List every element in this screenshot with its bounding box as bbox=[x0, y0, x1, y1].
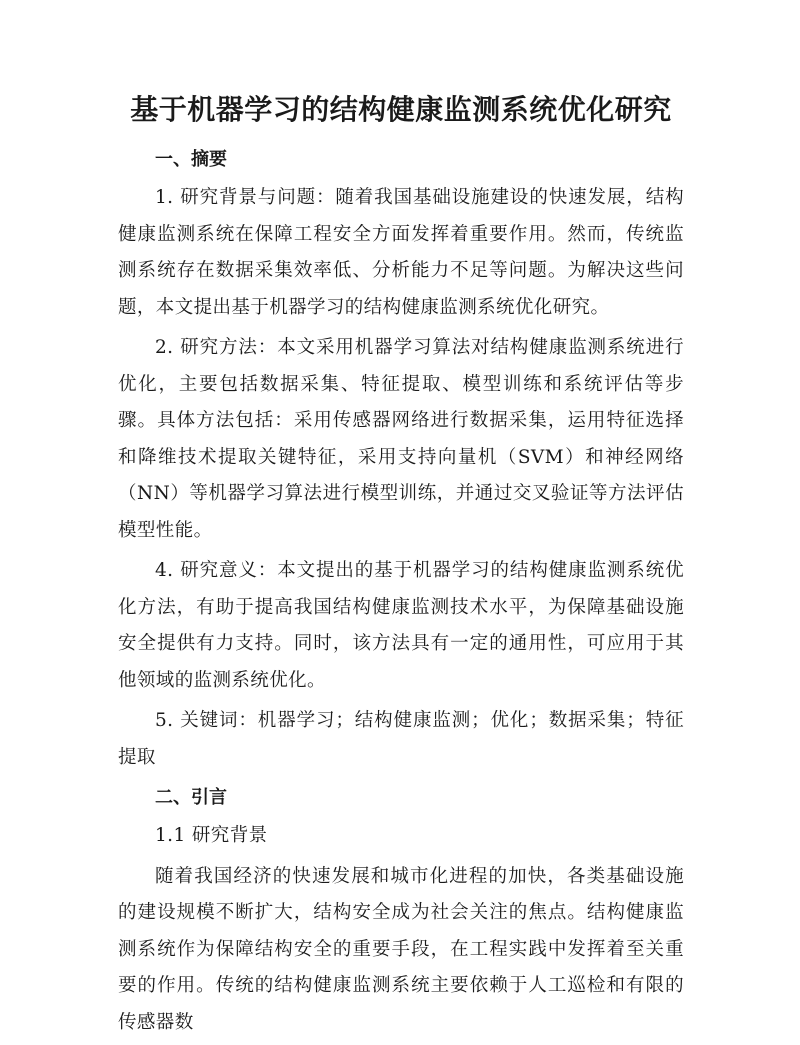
document-title: 基于机器学习的结构健康监测系统优化研究 bbox=[130, 93, 672, 126]
section-heading-abstract: 一、摘要 bbox=[155, 149, 227, 170]
abstract-paragraph-background: 1. 研究背景与问题：随着我国基础设施建设的快速发展，结构健康监测系统在保障工程安全方面发挥着重要作用。然而，传统监测系统存在数据采集效率低、分析能力不足等问题。为解决这些问题，本文提出基于机器学习的结构健康监测系统优化研究。 bbox=[118, 187, 684, 318]
subsection-heading-background: 1.1 研究背景 bbox=[155, 825, 268, 846]
document-page bbox=[118, 88, 684, 1045]
introduction-paragraph: 随着我国经济的快速发展和城市化进程的加快，各类基础设施的建设规模不断扩大，结构安全成为社会关注的焦点。结构健康监测系统作为保障结构安全的重要手段，在工程实践中发挥着至关重要的作用。传统的结构健康监测系统主要依赖于人工巡检和有限的传感器数 bbox=[118, 865, 684, 1033]
abstract-paragraph-keywords: 5. 关键词：机器学习；结构健康监测；优化；数据采集；特征提取 bbox=[118, 710, 684, 768]
section-heading-introduction: 二、引言 bbox=[155, 787, 227, 808]
abstract-paragraph-significance: 4. 研究意义：本文提出的基于机器学习的结构健康监测系统优化方法，有助于提高我国结构健康监测技术水平，为保障基础设施安全提供有力支持。同时，该方法具有一定的通用性，可应用于其他领域的监测系统优化。 bbox=[118, 560, 684, 691]
abstract-paragraph-methods: 2. 研究方法：本文采用机器学习算法对结构健康监测系统进行优化，主要包括数据采集、特征提取、模型训练和系统评估等步骤。具体方法包括：采用传感器网络进行数据采集，运用特征选择和降维技术提取关键特征，采用支持向量机（SVM）和神经网络（NN）等机器学习算法进行模型训练，并通过交叉验证等方法评估模型性能。 bbox=[118, 337, 684, 541]
